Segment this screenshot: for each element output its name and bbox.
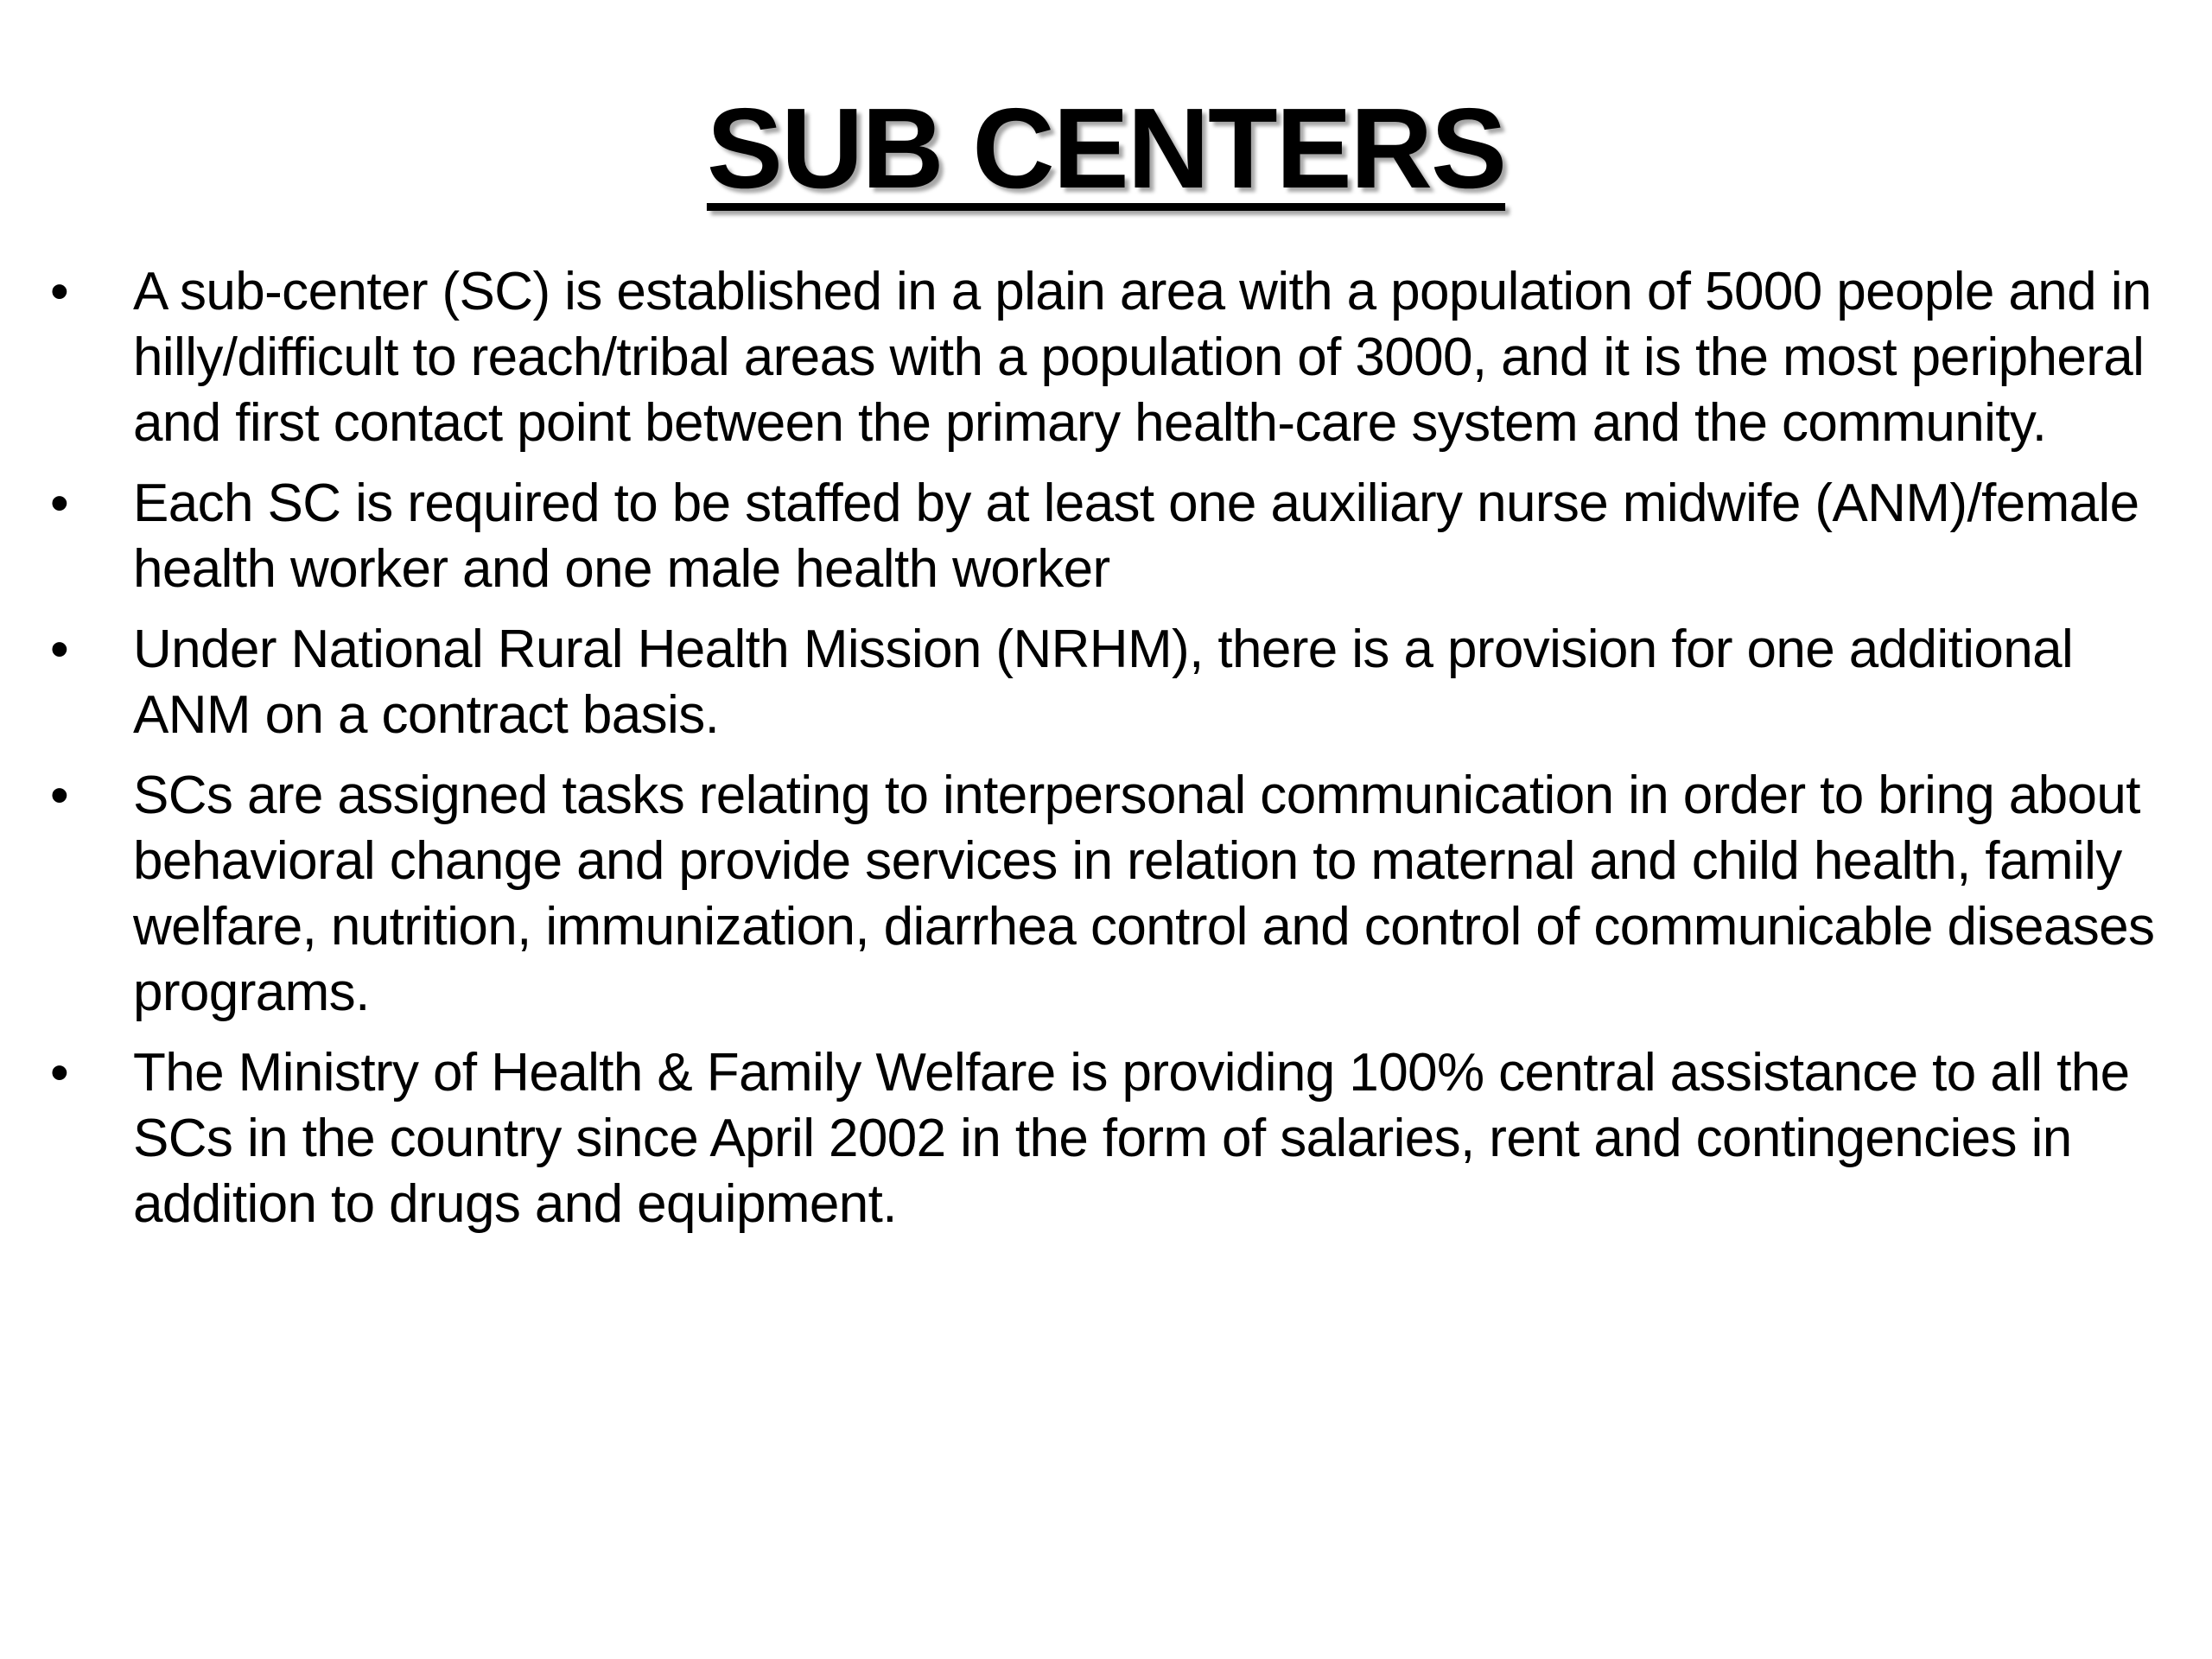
bullet-text: A sub-center (SC) is established in a plain area with a population of 5000 people and in hilly/difficult to reach/tribal areas with a population of 3000, and it is the most peripheral and first contact point between the primary health-care system and the community. (133, 262, 2152, 453)
bullet-dot-icon: • (50, 620, 69, 679)
bullet-item (41, 471, 2184, 602)
bullet-text: SCs are assigned tasks relating to interpersonal communication in order to bring about behavioral change and provide services in relation to maternal and child health, family welfare, nutrition, immunization, diarrhea control and control of communicable diseases programs. (133, 766, 2155, 1022)
bullet-item (41, 259, 2184, 456)
bullet-list (41, 259, 2184, 1252)
bullet-text: Each SC is required to be staffed by at least one auxiliary nurse midwife (ANM)/female health worker and one male health worker (133, 474, 2139, 599)
bullet-item (41, 1040, 2184, 1237)
slide-title: SUB CENTERS (706, 85, 1506, 212)
bullet-text: The Ministry of Health & Family Welfare is providing 100% central assistance to all the SCs in the country since April 2002 in the form of salaries, rent and contingencies in addition to drugs and equipment. (133, 1043, 2130, 1234)
bullet-dot-icon: • (50, 1043, 69, 1103)
bullet-item (41, 617, 2184, 748)
bullet-text: Under National Rural Health Mission (NRHM), there is a provision for one additional ANM on a contract basis. (133, 620, 2074, 745)
bullet-item (41, 763, 2184, 1026)
bullet-dot-icon: • (50, 474, 69, 533)
bullet-dot-icon: • (50, 766, 69, 825)
bullet-dot-icon: • (50, 262, 69, 321)
